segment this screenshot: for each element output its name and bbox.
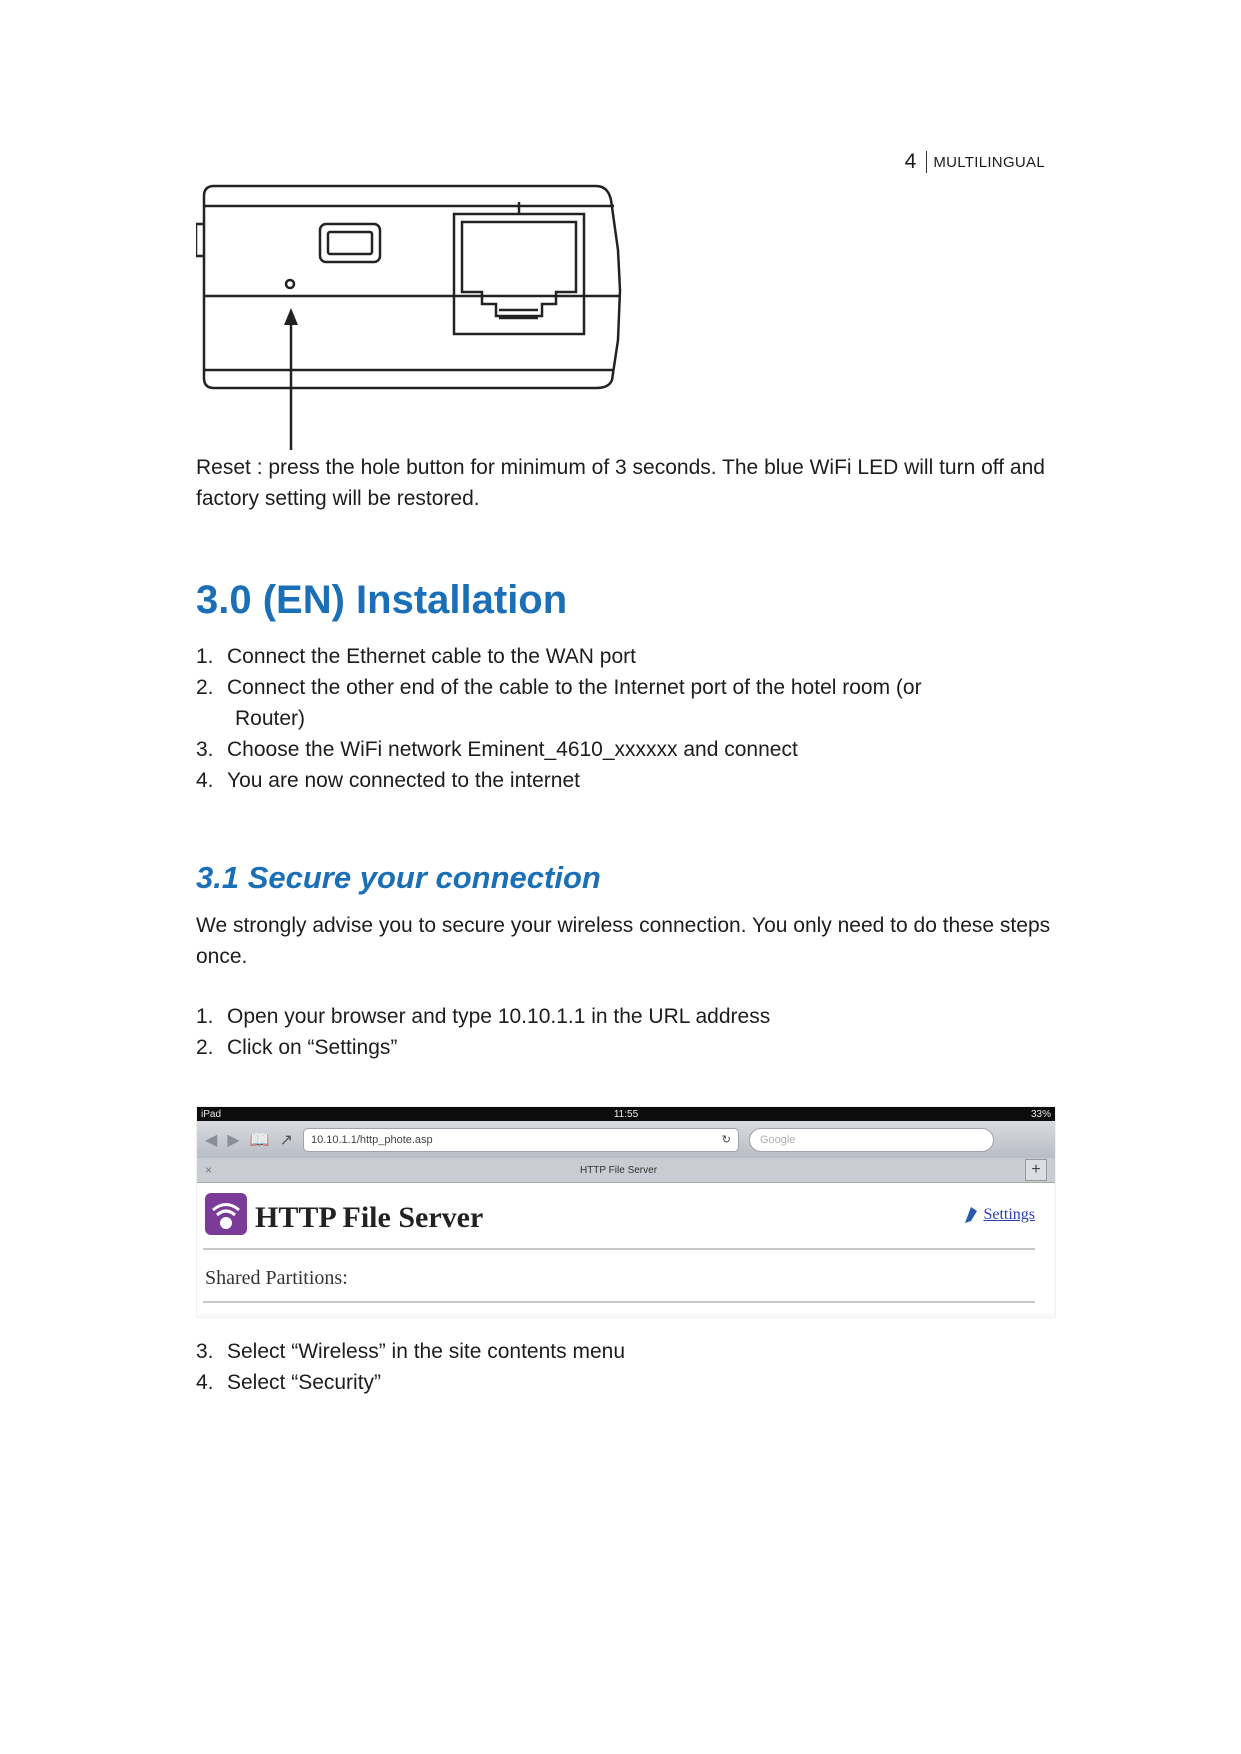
list-item: 3. Select “Wireless” in the site contents menu: [196, 1340, 625, 1363]
header-divider: [926, 151, 927, 173]
address-bar[interactable]: [303, 1128, 739, 1152]
divider: [203, 1248, 1035, 1250]
settings-link[interactable]: [962, 1205, 1035, 1225]
ipad-status-bar: [197, 1107, 1055, 1121]
page-heading: HTTP File Server: [255, 1201, 484, 1234]
browser-toolbar: [197, 1121, 1055, 1158]
page-header: [905, 150, 1045, 174]
list-item: 2. Click on “Settings”: [196, 1036, 398, 1059]
search-input[interactable]: [749, 1128, 994, 1152]
device-reset-diagram: [196, 180, 666, 450]
list-item: 4. Select “Security”: [196, 1371, 382, 1394]
installation-steps: [196, 641, 1056, 796]
battery-level: 33%: [1030, 1108, 1051, 1120]
forward-icon[interactable]: ▶: [227, 1131, 240, 1149]
list-item: 2. Connect the other end of the cable to the Internet port of the hotel room (or: [196, 676, 922, 699]
settings-link-label[interactable]: Settings: [983, 1206, 1035, 1223]
secure-steps-a: [196, 1001, 1056, 1063]
share-icon[interactable]: ↗: [279, 1131, 293, 1149]
bookmarks-icon[interactable]: 📖: [249, 1131, 270, 1149]
divider: [203, 1301, 1035, 1303]
list-item: 3. Choose the WiFi network Eminent_4610_xxxxxx and connect: [196, 738, 798, 761]
arrow-up-icon: [284, 308, 298, 325]
web-page-content: [197, 1183, 1055, 1313]
status-time: 11:55: [613, 1108, 639, 1120]
close-tab-icon[interactable]: ×: [205, 1163, 213, 1177]
ipad-browser-screenshot: [196, 1106, 1056, 1318]
tab-title[interactable]: HTTP File Server: [579, 1164, 658, 1176]
list-item: 1. Open your browser and type 10.10.1.1 in the URL address: [196, 1005, 771, 1028]
back-icon[interactable]: ◀: [205, 1131, 218, 1149]
wifi-icon: [205, 1193, 247, 1235]
secure-title: 3.1 Secure your connection: [196, 860, 601, 895]
new-tab-button[interactable]: +: [1025, 1159, 1047, 1181]
reset-hole: [286, 280, 294, 288]
tab-bar: [197, 1158, 1055, 1183]
installation-title: 3.0 (EN) Installation: [196, 578, 568, 622]
settings-icon: [962, 1205, 980, 1225]
list-item: 1. Connect the Ethernet cable to the WAN port: [196, 645, 636, 668]
url-text: 10.10.1.1/http_phote.asp: [310, 1133, 433, 1146]
secure-intro: We strongly advise you to secure your wireless connection. You only need to do these steps once.: [196, 914, 1051, 968]
reset-instruction: Reset : press the hole button for minimum of 3 seconds. The blue WiFi LED will turn off and factory setting will be restored.: [196, 456, 1045, 510]
page-number: 4: [904, 150, 917, 173]
list-item-continuation: Router): [235, 707, 306, 730]
device-label: iPad: [201, 1108, 222, 1120]
header-label: MULTILINGUAL: [933, 153, 1045, 171]
shared-partitions-label: Shared Partitions:: [205, 1267, 348, 1289]
search-placeholder: Google: [759, 1133, 796, 1146]
reload-icon[interactable]: ↻: [721, 1134, 731, 1146]
secure-steps-b: [196, 1336, 1056, 1398]
list-item: 4. You are now connected to the internet: [196, 769, 580, 792]
